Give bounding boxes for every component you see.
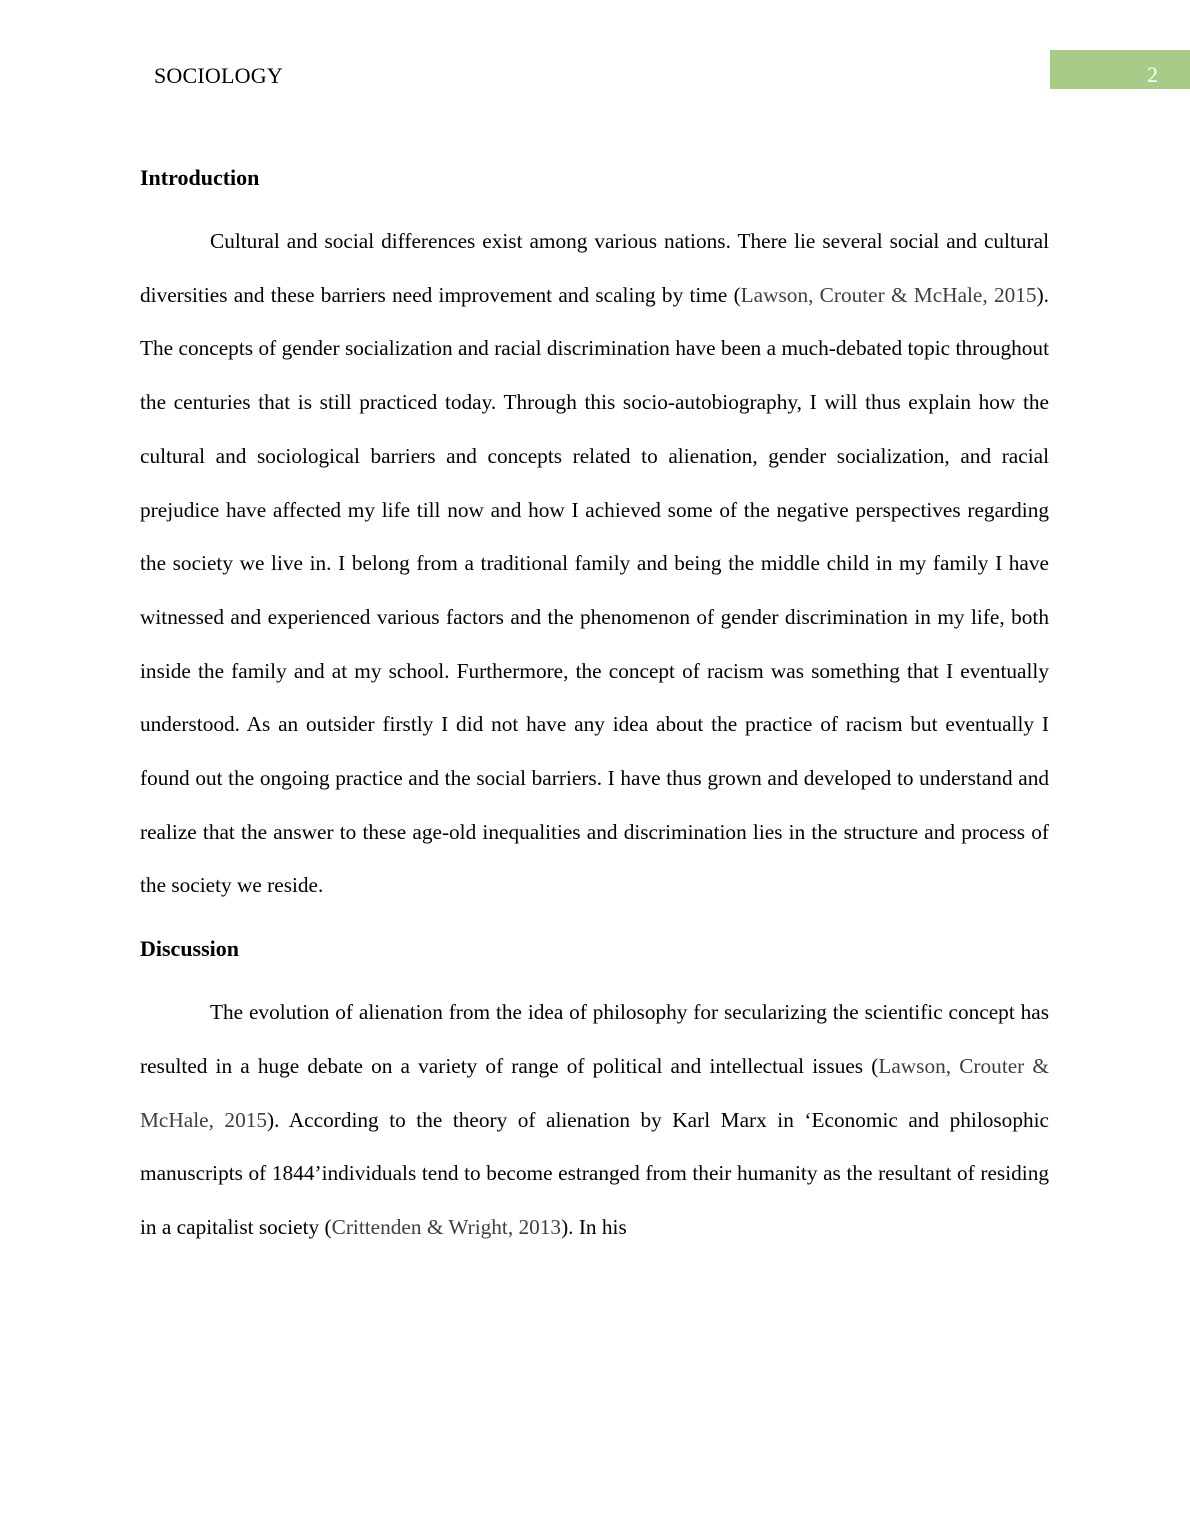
running-header: SOCIOLOGY [154, 63, 283, 88]
intro-text-2: ). The concepts of gender socialization and racial discrimination have been a much-debated topic throughout the centuries that is still practiced today. Through this socio-autobiography, I will thus explain how the cultural and sociological barriers and concepts related to alienation, gender socialization, and racial prejudice have affected my life till now and how I achieved some of the negative perspectives regarding the society we live in. I belong from a traditional family and being the middle child in my family I have witnessed and experienced various factors and the phenomenon of gender discrimination in my life, both inside the family and at my school. Furthermore, the concept of racism was something that I eventually understood. As an outsider firstly I did not have any idea about the practice of racism but eventually I found out the ongoing practice and the social barriers. I have thus grown and developed to understand and realize that the answer to these age-old inequalities and discrimination lies in the structure and process of the society we reside. [140, 282, 1049, 898]
page-number-box [1050, 50, 1190, 89]
discussion-paragraph [140, 986, 1049, 1255]
citation-crittenden-2013: Crittenden & Wright, 2013 [331, 1214, 562, 1239]
discussion-text-1: The evolution of alienation from the idea of philosophy for secularizing the scientific concept has resulted in a huge debate on a variety of range of political and intellectual issues ( [140, 1000, 1049, 1078]
intro-text-1: Cultural and social differences exist among various nations. There lie several social and cultural diversities and these barriers need improvement and scaling by time ( [140, 229, 1049, 307]
document-body [140, 160, 1049, 1255]
page-number: 2 [1147, 62, 1158, 87]
introduction-paragraph [140, 215, 1049, 913]
discussion-text-2: ). According to the theory of alienation by Karl Marx in ‘Economic and philosophic manuscripts of 1844’individuals tend to become estranged from their humanity as the resultant of residing in a capitalist society ( [140, 1107, 1049, 1239]
section-heading-introduction: Introduction [140, 165, 260, 190]
section-heading-discussion: Discussion [140, 936, 240, 962]
citation-lawson-2015: Lawson, Crouter & McHale, 2015 [140, 1053, 1049, 1132]
citation-lawson-2015: Lawson, Crouter & McHale, 2015 [740, 282, 1037, 307]
discussion-text-3: ). In his [561, 1214, 627, 1239]
